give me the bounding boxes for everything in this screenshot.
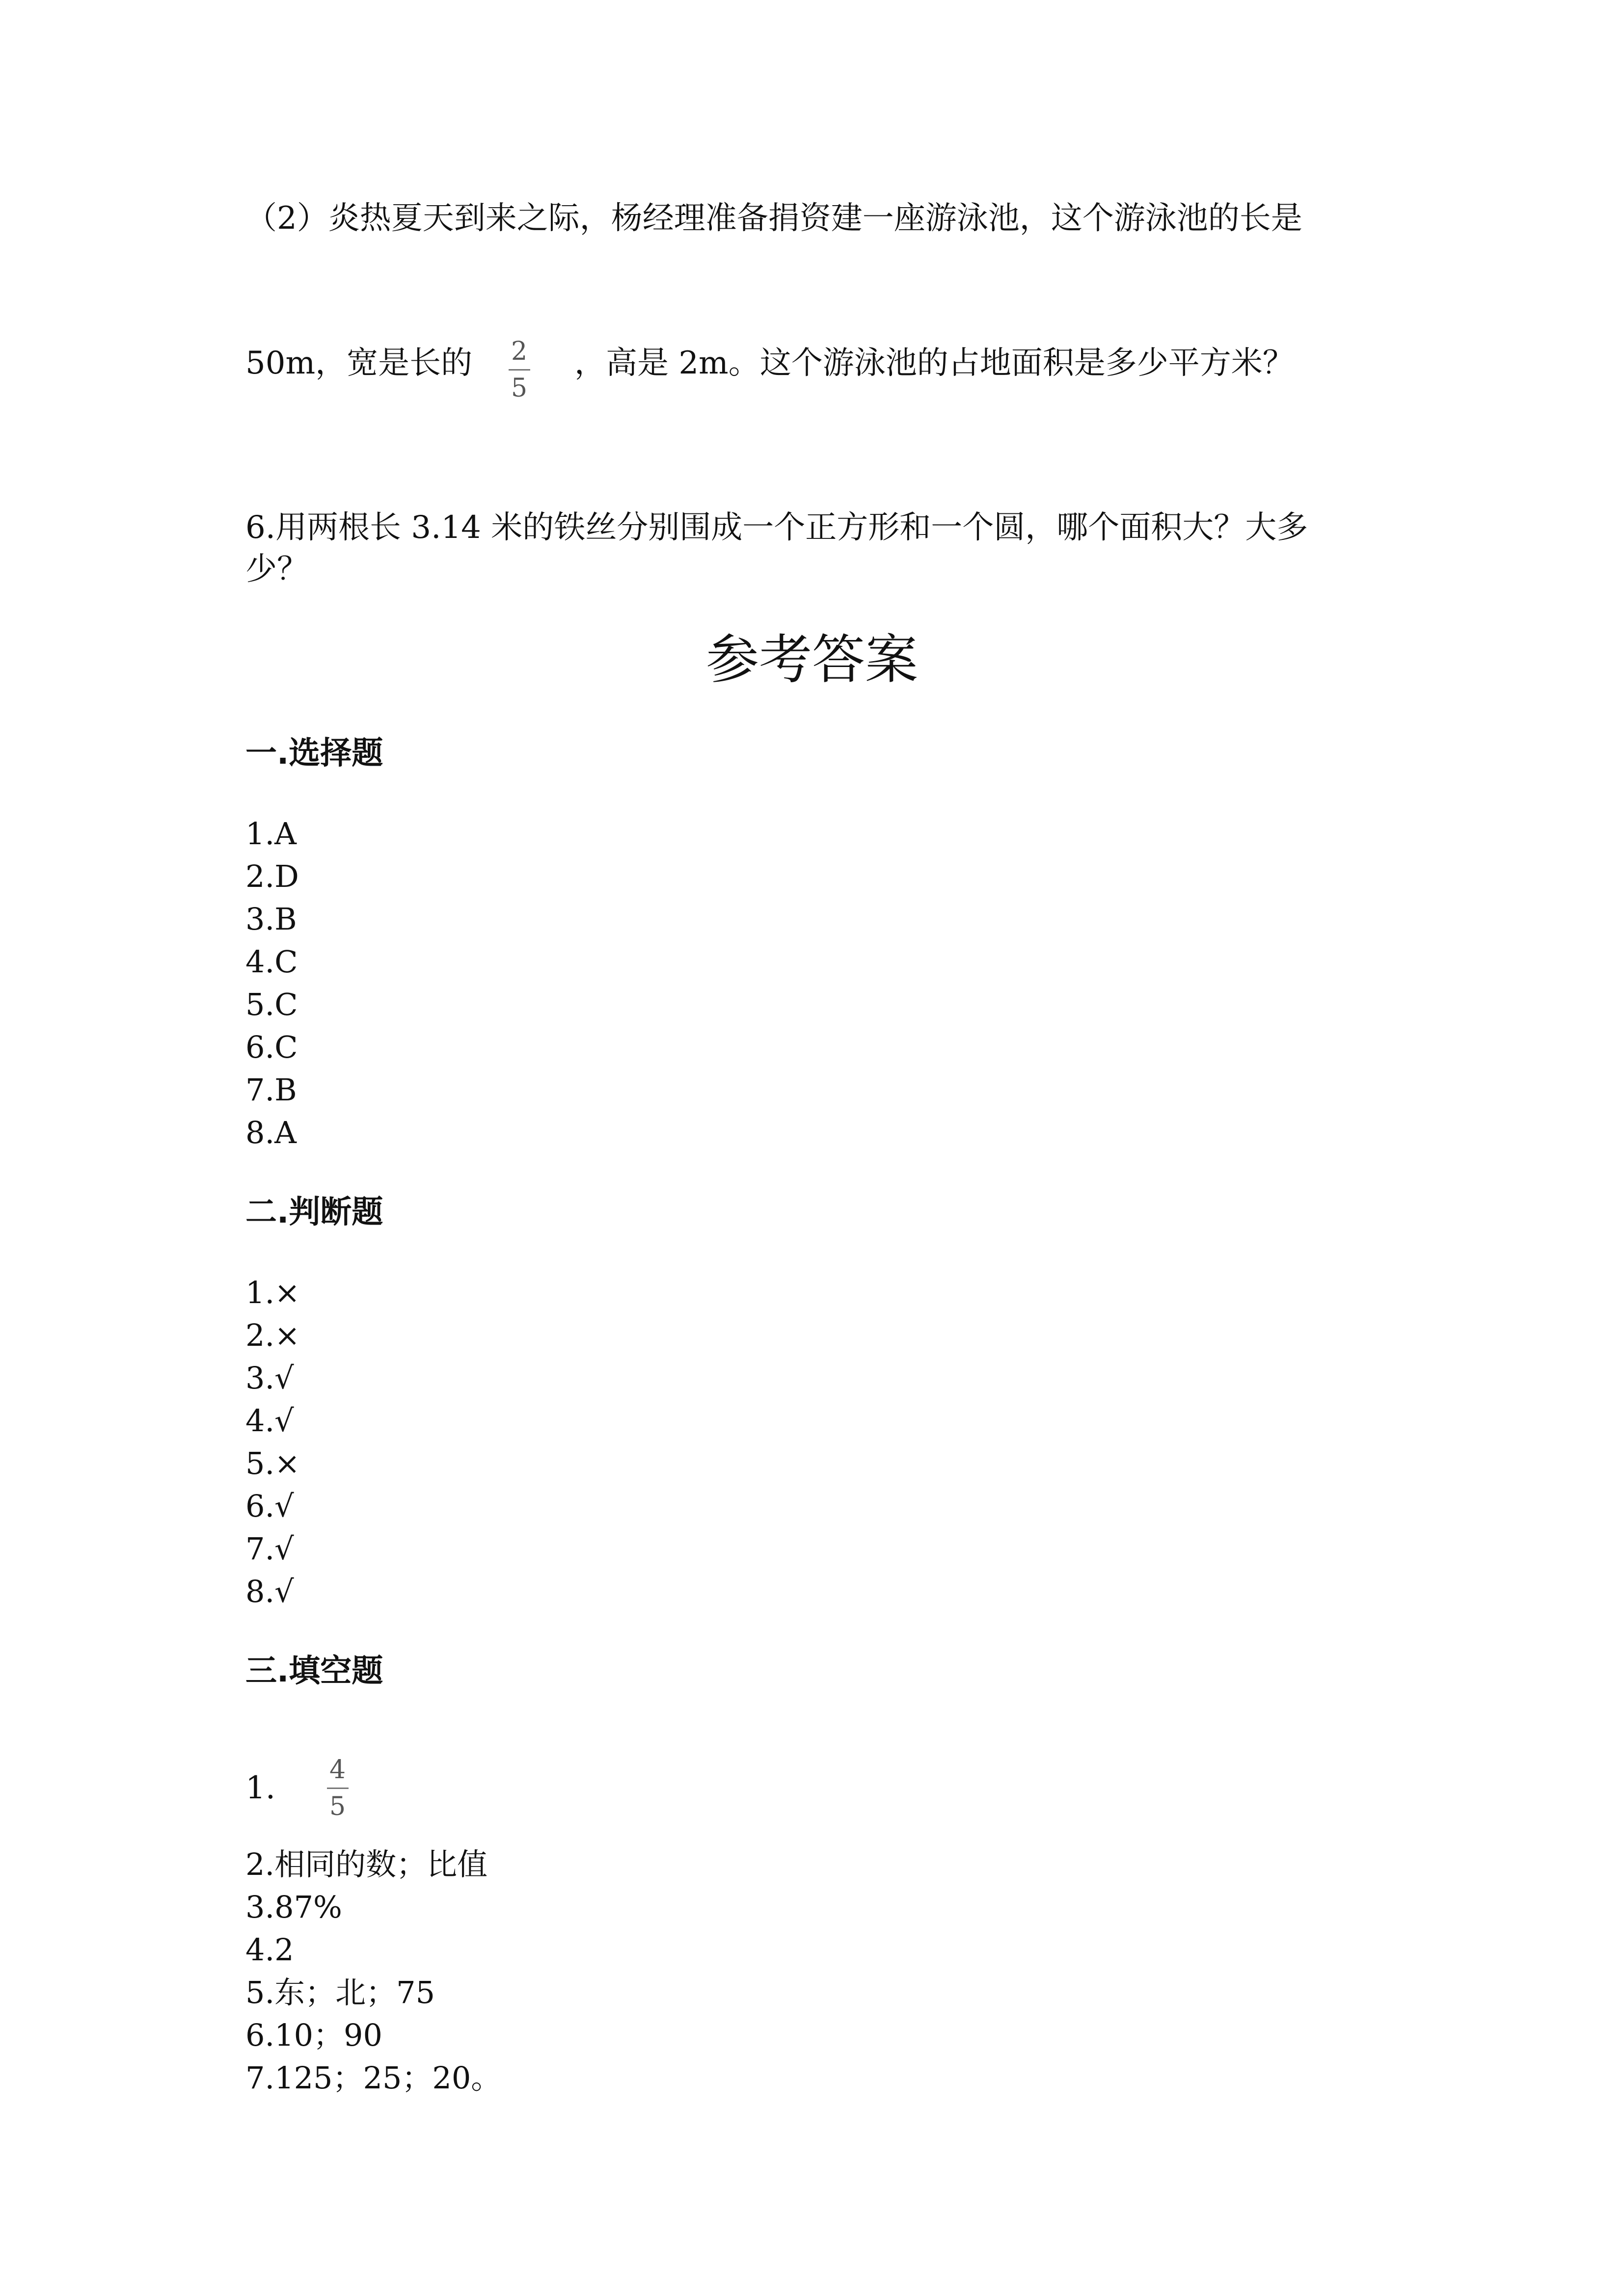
- section2-list: [245, 1271, 300, 1613]
- section1-heading: 一.选择题: [245, 735, 383, 772]
- list-item: 5.C: [245, 987, 298, 1022]
- fraction-four-fifths: [326, 1757, 349, 1819]
- section3-item1-label: 1.: [245, 1770, 276, 1806]
- list-item: 8.√: [245, 1574, 294, 1609]
- section1-list: [245, 812, 299, 1154]
- question-6-line1: 6.用两根长 3.14 米的铁丝分别围成一个正方形和一个圆，哪个面积大？大多: [245, 509, 1308, 546]
- question-6-line2: 少？: [245, 551, 308, 587]
- fraction-numerator: 2: [511, 337, 528, 366]
- list-item: 7.125；25；20。: [245, 2060, 502, 2096]
- list-item: 6.C: [245, 1029, 298, 1065]
- list-item: 2.相同的数；比值: [245, 1846, 488, 1882]
- list-item: 4.C: [245, 944, 298, 980]
- fraction-denominator: 5: [329, 1792, 346, 1821]
- fraction-two-fifths: [508, 339, 530, 401]
- list-item: 3.B: [245, 901, 297, 937]
- fraction-numerator: 4: [329, 1755, 346, 1785]
- question-part2-line2-after: ，高是 2m。这个游泳池的占地面积是多少平方米？: [574, 345, 1294, 381]
- list-item: 7.B: [245, 1072, 297, 1108]
- answers-title: 参考答案: [705, 629, 918, 691]
- list-item: 3.87%: [245, 1889, 342, 1925]
- fraction-denominator: 5: [511, 374, 528, 403]
- list-item: 6.√: [245, 1488, 294, 1524]
- list-item: 5.东；北；75: [245, 1975, 435, 2010]
- fraction-bar: [327, 1788, 349, 1789]
- list-item: 1.×: [245, 1275, 300, 1310]
- list-item: 2.D: [245, 858, 299, 894]
- fraction-bar: [509, 369, 530, 371]
- section3-list: [245, 1843, 501, 2099]
- list-item: 3.√: [245, 1360, 294, 1396]
- list-item: 4.√: [245, 1403, 294, 1439]
- list-item: 7.√: [245, 1531, 294, 1567]
- section2-heading: 二.判断题: [245, 1194, 383, 1230]
- list-item: 6.10；90: [245, 2017, 382, 2053]
- question-part2-line2-before: 50m，宽是长的: [245, 345, 473, 381]
- list-item: 1.A: [245, 816, 297, 852]
- list-item: 5.×: [245, 1445, 300, 1481]
- question-part2-line1: （2）炎热夏天到来之际，杨经理准备捐资建一座游泳池，这个游泳池的长是: [245, 200, 1302, 237]
- list-item: 2.×: [245, 1317, 300, 1353]
- list-item: 4.2: [245, 1932, 294, 1968]
- list-item: 8.A: [245, 1115, 297, 1150]
- section3-heading: 三.填空题: [245, 1653, 383, 1689]
